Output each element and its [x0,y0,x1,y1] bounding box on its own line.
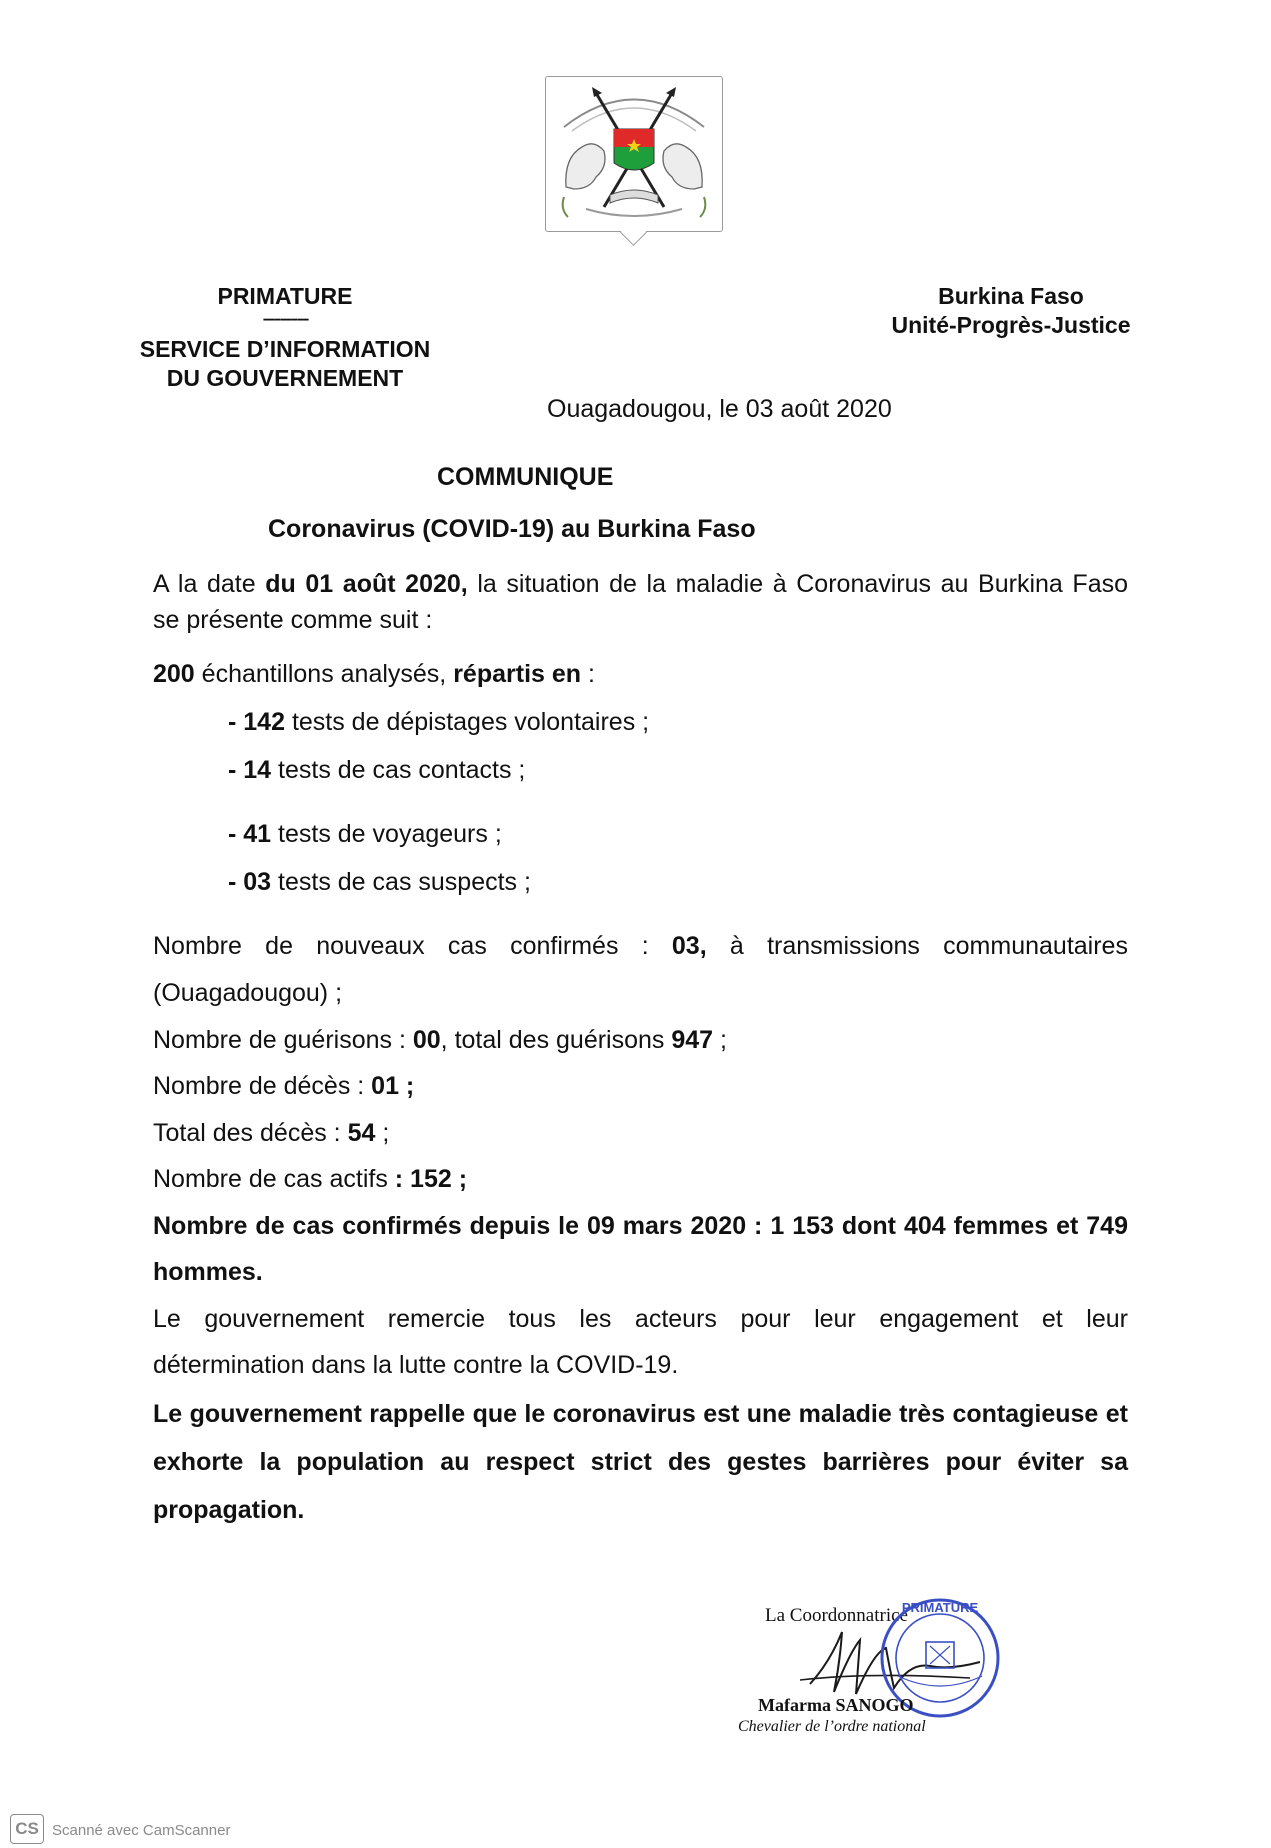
breakdown-value: 03 [243,868,272,896]
service-label: SERVICE D’INFORMATION [139,336,431,362]
signatory-title: La Coordonnatrice [765,1605,908,1626]
confirmed-total-line2: hommes. [153,1258,263,1286]
deaths-value: 01 ; [371,1072,415,1100]
header-separator: -------- [262,305,308,331]
new-cases-location: (Ouagadougou) ; [153,979,343,1007]
signatory-name: Mafarma SANOGO [758,1695,914,1715]
breakdown-value: 41 [243,820,272,848]
intro-paragraph: A la date du 01 août 2020, la situation de la maladie à Coronavirus au Burkina Faso [153,570,1128,598]
breakdown-item: - 14 tests de cas contacts ; [228,756,526,784]
total-deaths-line: Total des décès : 54 ; [153,1119,390,1147]
recoveries-line: Nombre de guérisons : 00, total des guérisons 947 ; [153,1026,727,1054]
confirmed-total-line1: Nombre de cas confirmés depuis le 09 mars 2020 : 1 153 dont 404 femmes et 749 [153,1212,1128,1240]
reminder-line1: Le gouvernement rappelle que le coronavirus est une maladie très contagieuse et [153,1400,1128,1428]
intro-line2: se présente comme suit : [153,606,433,634]
country-motto: Unité-Progrès-Justice [891,312,1131,338]
active-cases-line: Nombre de cas actifs : 152 ; [153,1165,468,1193]
signatory-distinction: Chevalier de l’ordre national [738,1718,926,1735]
document-title: COMMUNIQUE [437,463,614,491]
footer-text: Scanné avec CamScanner [52,1822,231,1839]
government-label: DU GOUVERNEMENT [166,365,404,391]
recoveries-value: 00 [412,1026,441,1054]
breakdown-item: - 03 tests de cas suspects ; [228,868,531,896]
header-right [880,282,1142,340]
reminder-line2: exhorte la population au respect strict des gestes barrières pour éviter sa [153,1448,1128,1476]
thanks-line1: Le gouvernement remercie tous les acteurs pour leur engagement et leur [153,1305,1128,1333]
breakdown-value: 142 [243,708,285,736]
coat-of-arms-frame [545,76,723,232]
deaths-line: Nombre de décès : 01 ; [153,1072,415,1100]
new-cases-line: Nombre de nouveaux cas confirmés : 03, à transmissions communautaires [153,928,1128,964]
primature-label: PRIMATURE [217,283,353,309]
breakdown-value: 14 [243,756,272,784]
recoveries-total: 947 [671,1026,714,1054]
new-cases-value: 03, [671,932,707,960]
breakdown-item: - 41 tests de voyageurs ; [228,820,502,848]
place-date: Ouagadougou, le 03 août 2020 [547,395,892,423]
reminder-line3: propagation. [153,1496,305,1524]
thanks-line2: détermination dans la lutte contre la COVID-19. [153,1351,679,1379]
active-cases-value: : 152 ; [394,1165,468,1193]
country-name: Burkina Faso [938,283,1084,309]
report-date: du 01 août 2020, [265,570,468,598]
stamp-label: PRIMATURE [901,1600,979,1615]
header-left [135,282,435,393]
document-subtitle: Coronavirus (COVID-19) au Burkina Faso [268,515,756,543]
total-deaths-value: 54 [347,1119,376,1147]
samples-line: 200 échantillons analysés, répartis en : [153,660,595,688]
camscanner-logo-icon: CS [10,1814,44,1844]
coat-of-arms-icon [546,77,722,231]
breakdown-item: - 142 tests de dépistages volontaires ; [228,708,650,736]
samples-count: 200 [153,660,195,688]
